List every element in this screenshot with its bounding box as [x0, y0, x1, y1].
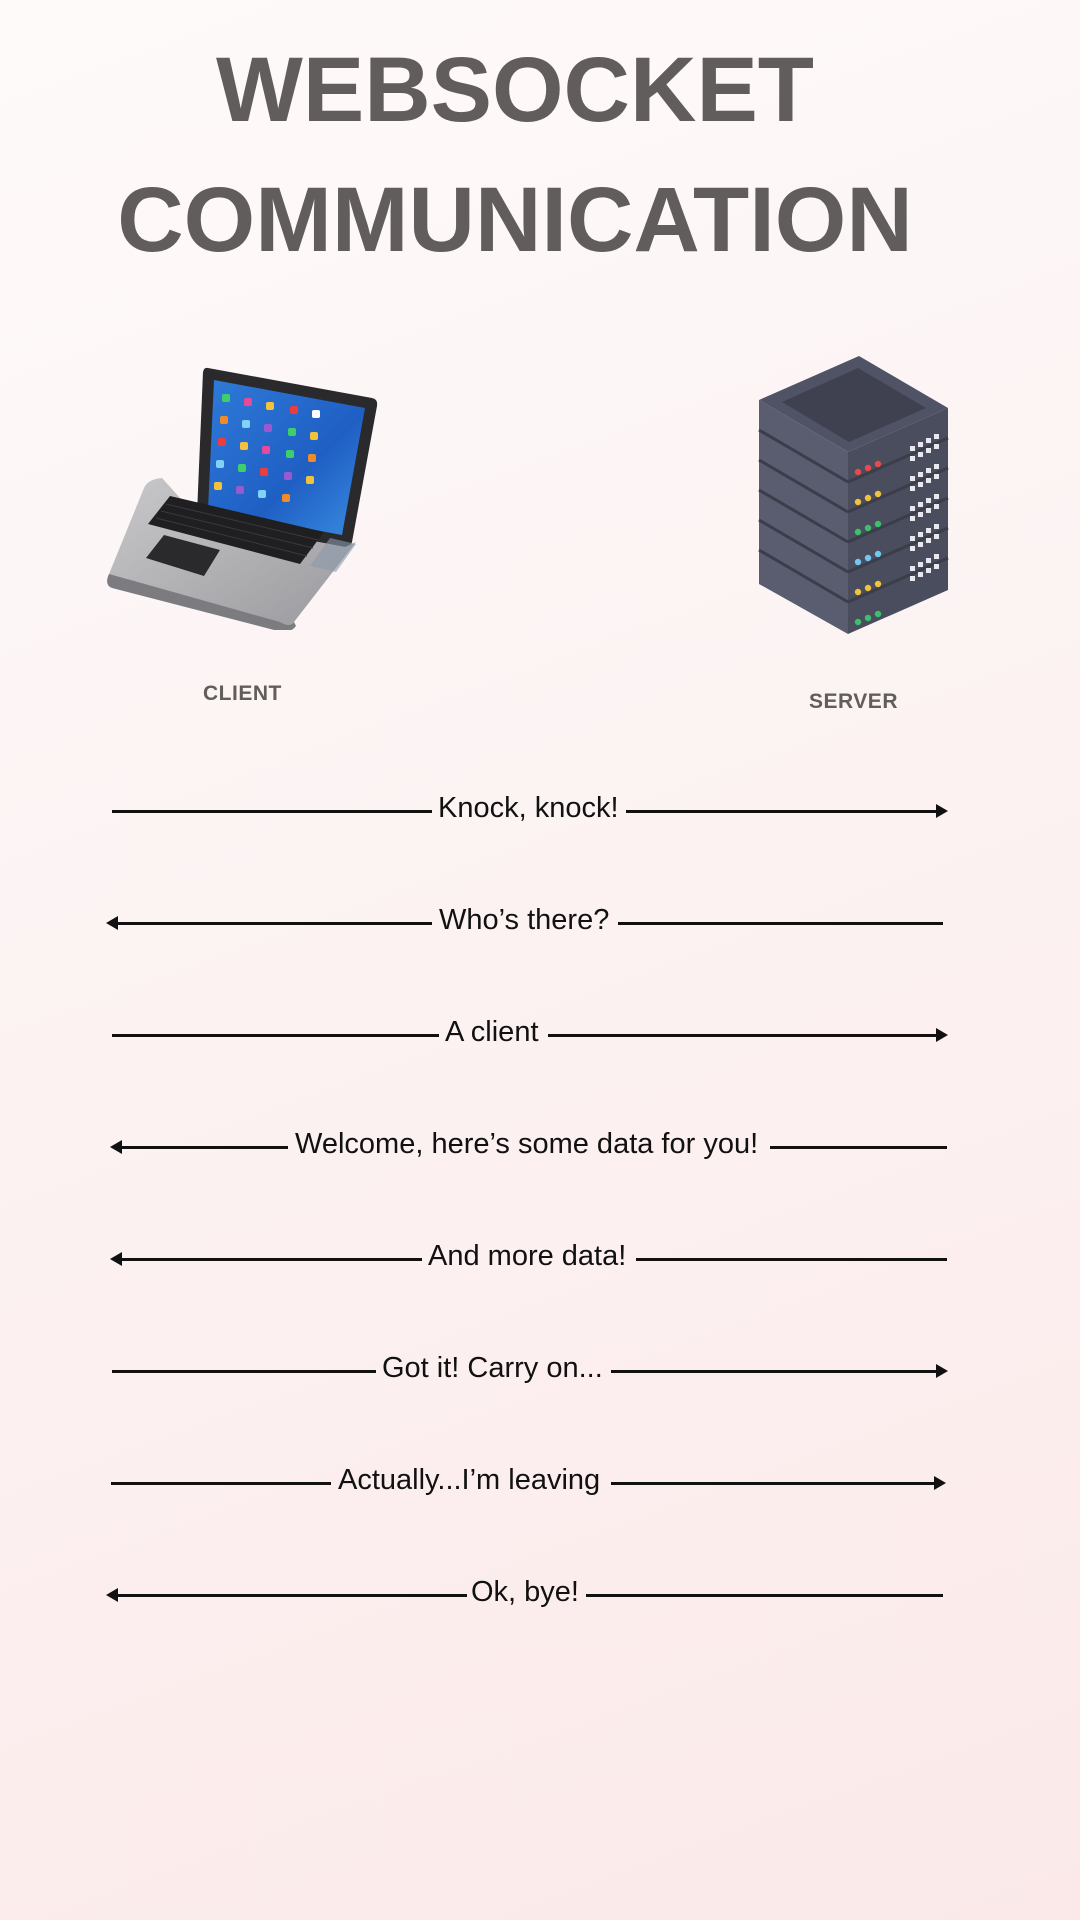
arrow-line [122, 1146, 288, 1149]
message-arrow-6 [112, 1351, 949, 1391]
client-label: CLIENT [203, 682, 282, 705]
arrow-line [548, 1034, 937, 1037]
arrow-line [112, 1370, 376, 1373]
arrow-line [118, 1594, 467, 1597]
arrow-head-right-icon [936, 1028, 948, 1042]
arrow-line [112, 810, 432, 813]
arrow-line [636, 1258, 947, 1261]
arrow-line [112, 1034, 439, 1037]
arrow-head-left-icon [106, 1588, 118, 1602]
message-label: A client [445, 1016, 539, 1048]
arrow-line [611, 1482, 935, 1485]
message-arrow-1 [112, 791, 949, 831]
message-label: Actually...I’m leaving [338, 1464, 601, 1496]
server-label: SERVER [809, 690, 898, 713]
page-title-line-2: COMMUNICATION [117, 169, 913, 271]
message-label: And more data! [428, 1240, 627, 1272]
message-arrow-2 [106, 903, 943, 943]
arrow-head-left-icon [106, 916, 118, 930]
message-arrow-5 [110, 1239, 947, 1279]
arrow-head-left-icon [110, 1252, 122, 1266]
page-title-line-1: WEBSOCKET [216, 39, 814, 141]
laptop-icon [104, 360, 384, 630]
message-label: Who’s there? [439, 904, 610, 936]
message-arrow-7 [111, 1463, 947, 1503]
message-label: Ok, bye! [471, 1576, 579, 1608]
message-label: Got it! Carry on... [382, 1352, 603, 1384]
arrow-line [626, 810, 937, 813]
arrow-head-right-icon [934, 1476, 946, 1490]
server-rack-icon [752, 352, 952, 636]
message-arrow-3 [112, 1015, 949, 1055]
message-arrow-8 [106, 1575, 943, 1615]
arrow-line [118, 922, 432, 925]
arrow-line [586, 1594, 943, 1597]
arrow-line [611, 1370, 937, 1373]
arrow-line [122, 1258, 422, 1261]
arrow-line [618, 922, 943, 925]
arrow-line [770, 1146, 947, 1149]
arrow-head-right-icon [936, 1364, 948, 1378]
arrow-head-left-icon [110, 1140, 122, 1154]
message-arrow-4 [110, 1127, 947, 1167]
message-label: Welcome, here’s some data for you! [295, 1128, 759, 1160]
message-label: Knock, knock! [438, 792, 619, 824]
arrow-line [111, 1482, 331, 1485]
arrow-head-right-icon [936, 804, 948, 818]
